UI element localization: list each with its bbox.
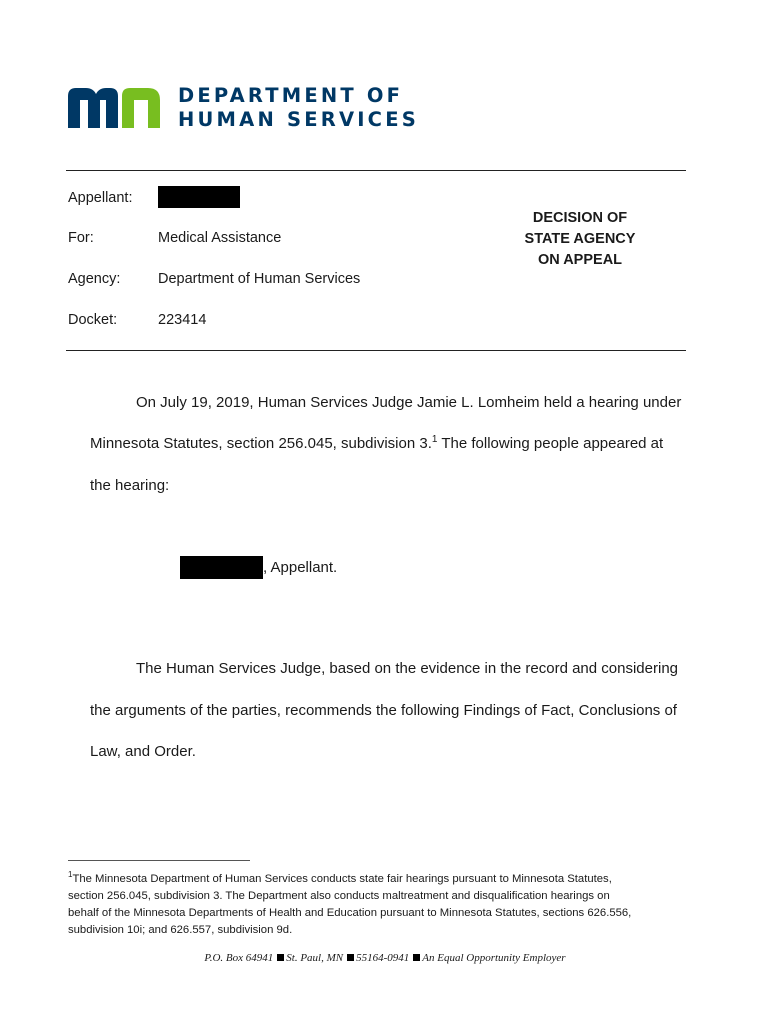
paragraph-1-line-3: the hearing: xyxy=(90,477,170,494)
footnote-line-1 xyxy=(68,866,688,888)
paragraph-1-line-2a: Minnesota Statutes, section 256.045, subdivision 3. xyxy=(90,435,432,452)
footnote-line-3: behalf of the Minnesota Departments of Health and Education pursuant to Minnesota Statutes, sections 626.556, xyxy=(68,906,632,919)
dhs-logo-text xyxy=(178,84,419,132)
agency-label: Agency: xyxy=(68,271,121,287)
paragraph-1-line-2b: The following people appeared at xyxy=(437,435,664,452)
footer-po-box: P.O. Box 64941 xyxy=(204,952,274,964)
footnote-line-4: subdivision 10i; and 626.557, subdivision 9d. xyxy=(68,923,293,936)
footnote xyxy=(68,866,688,939)
docket-label: Docket: xyxy=(68,312,118,328)
decision-line-2: STATE AGENCY xyxy=(524,231,636,247)
appearance-name-redaction xyxy=(180,556,263,579)
logo-line-1: DEPARTMENT OF xyxy=(178,84,404,107)
appellant-label: Appellant: xyxy=(68,190,133,206)
paragraph-1-line-1: On July 19, 2019, Human Services Judge Jamie L. Lomheim held a hearing under xyxy=(136,394,682,411)
mn-logo-mark-icon xyxy=(66,86,162,130)
footnote-line-2: section 256.045, subdivision 3. The Department also conducts maltreatment and disqualification hearings on xyxy=(68,889,610,902)
square-bullet-icon xyxy=(347,954,354,961)
decision-line-3: ON APPEAL xyxy=(537,252,623,268)
header-rule-bottom xyxy=(66,350,686,351)
footer-eoe: An Equal Opportunity Employer xyxy=(422,952,566,964)
paragraph-2-line-1: The Human Services Judge, based on the evidence in the record and considering xyxy=(136,660,678,677)
paragraph-2-line-3: Law, and Order. xyxy=(90,743,196,760)
footnote-marker: 1 xyxy=(68,870,73,879)
logo-line-2: HUMAN SERVICES xyxy=(178,108,419,131)
footnote-line-1-text: The Minnesota Department of Human Services conducts state fair hearings pursuant to Minnesota Statutes, xyxy=(72,872,612,885)
footer-city: St. Paul, MN xyxy=(286,952,344,964)
footer-zip: 55164-0941 xyxy=(356,952,410,964)
agency-value: Department of Human Services xyxy=(158,271,361,287)
dhs-logo xyxy=(66,84,426,134)
decision-heading xyxy=(500,208,660,271)
square-bullet-icon xyxy=(277,954,284,961)
for-label: For: xyxy=(68,230,94,246)
decision-line-1: DECISION OF xyxy=(532,210,628,226)
header-rule-top xyxy=(66,170,686,171)
footnote-reference: 1 xyxy=(431,434,438,445)
paragraph-1-line-2 xyxy=(90,434,663,452)
footnote-separator xyxy=(68,860,250,861)
for-value: Medical Assistance xyxy=(158,230,282,246)
square-bullet-icon xyxy=(413,954,420,961)
page-footer xyxy=(0,952,770,964)
appellant-name-redaction xyxy=(158,186,240,208)
docket-value: 223414 xyxy=(158,312,207,328)
appearance-role: , Appellant. xyxy=(263,559,338,576)
paragraph-2-line-2: the arguments of the parties, recommends the following Findings of Fact, Conclusions of xyxy=(90,702,677,719)
